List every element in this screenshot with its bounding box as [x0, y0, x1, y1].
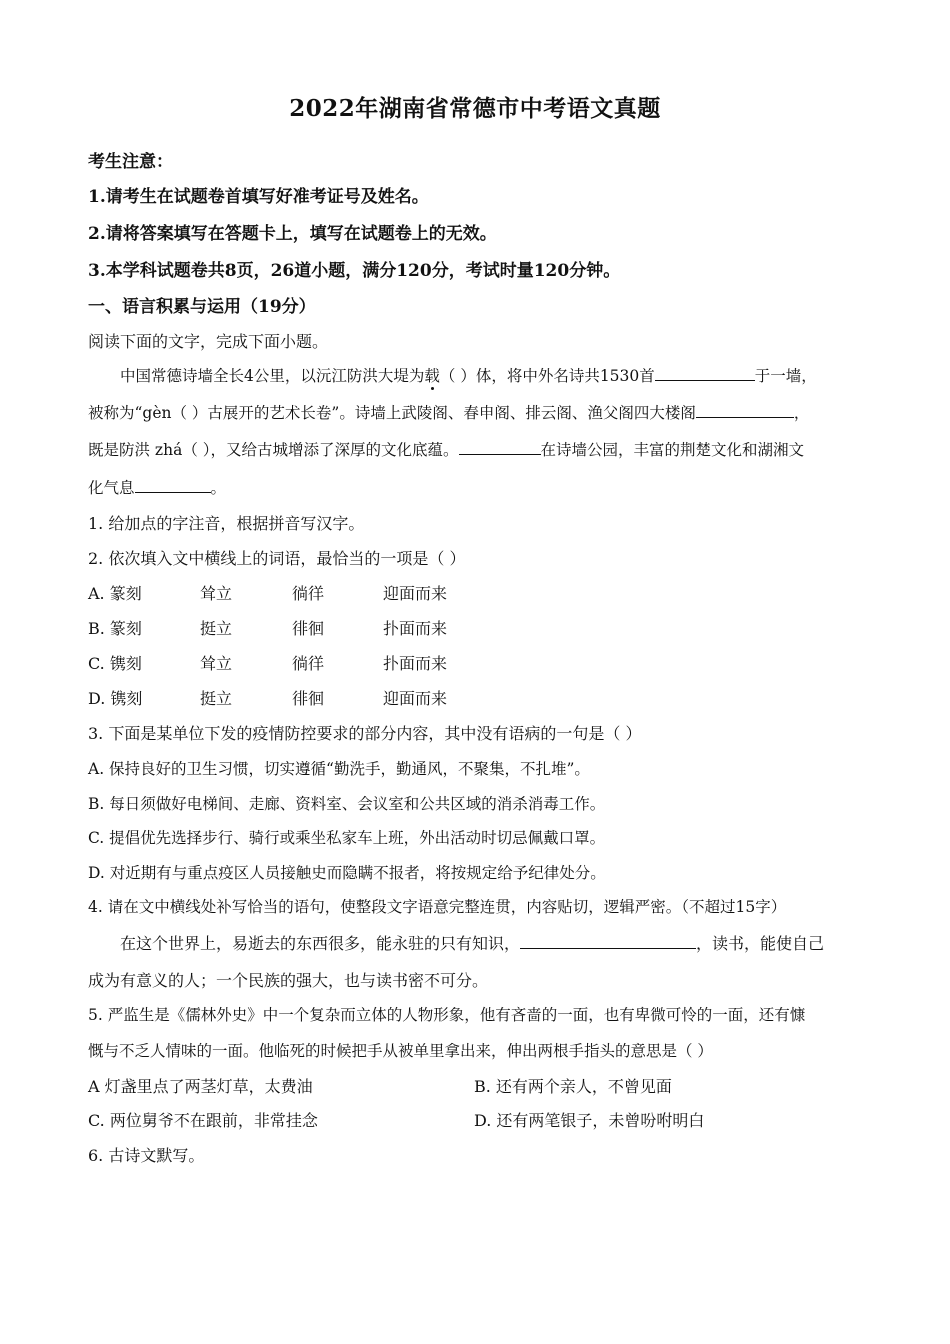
question-5-stem-1: 5. 严监生是《儒林外史》中一个复杂而立体的人物形象，他有吝啬的一面，也有卑微可怜的一面，还有慷 [88, 1006, 806, 1024]
question-4-stem: 4. 请在文中横线处补写恰当的语句，使整段文字语意完整连贯，内容贴切，逻辑严密。（不超过15字） [88, 898, 787, 916]
q3-option-c: C. 提倡优先选择步行、骑行或乘坐私家车上班，外出活动时切忌佩戴口罩。 [88, 829, 606, 847]
passage-line-1: 中国常德诗墙全长4公里，以沅江防洪大堤为载（ ）体，将中外名诗共1530首 于一墙， [120, 367, 817, 385]
question-1: 1. 给加点的字注音，根据拼音写汉字。 [88, 514, 365, 533]
question-2-stem: 2. 依次填入文中横线上的词语，最恰当的一项是（ ） [88, 549, 466, 568]
question-6: 6. 古诗文默写。 [88, 1146, 205, 1165]
question-5-stem-2: 慨与不乏人情味的一面。他临死的时候把手从被单里拿出来，伸出两根手指头的意思是（ ） [88, 1042, 713, 1060]
passage-line-3: 既是防洪 zhá（ ），又给古城增添了深厚的文化底蕴。 在诗墙公园，丰富的荆楚文化和湖湘文 [88, 441, 805, 459]
notice-item-1: 1.请考生在试题卷首填写好准考证号及姓名。 [88, 187, 429, 207]
q5-option-d: D. 还有两笔银子，未曾吩咐明白 [474, 1111, 705, 1130]
blank-2 [696, 403, 794, 418]
reading-intro: 阅读下面的文字，完成下面小题。 [88, 332, 329, 351]
section-heading: 一、语言积累与运用（19分） [88, 297, 316, 317]
blank-3 [459, 440, 541, 455]
q5-option-b: B. 还有两个亲人，不曾见面 [474, 1077, 672, 1096]
passage-line-4: 化气息 。 [88, 479, 227, 497]
exam-page: 2022年湖南省常德市中考语文真题 考生注意： 1.请考生在试题卷首填写好准考证号及姓名。 2.请将答案填写在答题卡上，填写在试题卷上的无效。 3.本学科试题卷共8页，26道小题，满分120分，考试时量120分钟。 一、语言积累与运用（19分） 阅读下面的文字，完成下面小题。 中国常德诗墙全长4公里，以沅江防洪大堤为载（ ）体，将中外名诗共1530首 于一墙， 被称为“gèn（ ）古展开的艺术长卷”。诗墙上武陵阁、春申阁、排云阁、渔父阁四大楼阁 ， 既是防洪 zhá（ ），又给古城增添了深厚的文化底蕴。 在诗墙公园，丰富的荆楚文化和湖湘文 化气息 。 1. 给加点的字注音，根据拼音写汉字。 2. 依次填入文中横线上的词语，最恰当的一项是（ ） A. 篆刻 耸立 徜徉 迎面而来 B. 篆刻 挺立 徘徊 扑面而来 C. 镌刻 耸立 徜徉 扑面而来 D. 镌刻 挺立 徘徊 迎面而来 3. 下面是某单位下发的疫情防控要求的部分内容，其中没有语病的一句是（ ） A. 保持良好的卫生习惯，切实遵循“勤洗手，勤通风，不聚集，不扎堆”。 B. 每日须做好电梯间、走廊、资料室、会议室和公共区域的消杀消毒工作。 C. 提倡优先选择步行、骑行或乘坐私家车上班，外出活动时切忌佩戴口罩。 D. 对近期有与重点疫区人员接触史而隐瞒不报者，将按规定给予纪律处分。 4. 请在文中横线处补写恰当的语句，使整段文字语意完整连贯，内容贴切，逻辑严密。（不超过15字） 在这个世界上，易逝去的东西很多，能永驻的只有知识， ，读书，能使自己 成为有意义的人；一个民族的强大，也与读书密不可分。 5. 严监生是《儒林外史》中一个复杂而立体的人物形象，他有吝啬的一面，也有卑微可怜的一面，还有慷 慨与不乏人情味的一面。他临死的时候把手从被单里拿出来，伸出两根手指头的意思是（ ） A 灯盏里点了两茎灯草，太费油 B. 还有两个亲人，不曾见面 C. 两位舅爷不在跟前，非常挂念 D. 还有两笔银子，未曾吩咐明白 6. 古诗文默写。 [0, 0, 950, 1344]
question-3-stem: 3. 下面是某单位下发的疫情防控要求的部分内容，其中没有语病的一句是（ ） [88, 724, 642, 743]
q5-option-a: A 灯盏里点了两茎灯草，太费油 [88, 1077, 313, 1096]
q3-option-d: D. 对近期有与重点疫区人员接触史而隐瞒不报者，将按规定给予纪律处分。 [88, 864, 606, 882]
exam-title: 2022年湖南省常德市中考语文真题 [289, 95, 661, 122]
q4-line-2: 成为有意义的人；一个民族的强大，也与读书密不可分。 [88, 971, 489, 990]
passage-line-2: 被称为“gèn（ ）古展开的艺术长卷”。诗墙上武陵阁、春申阁、排云阁、渔父阁四大楼阁 ， [88, 404, 810, 422]
q5-option-c: C. 两位舅爷不在跟前，非常挂念 [88, 1111, 318, 1130]
q3-option-b: B. 每日须做好电梯间、走廊、资料室、会议室和公共区域的消杀消毒工作。 [88, 795, 606, 813]
notice-heading: 考生注意： [88, 152, 173, 172]
notice-item-2: 2.请将答案填写在答题卡上，填写在试题卷上的无效。 [88, 224, 497, 244]
blank-1 [655, 366, 755, 381]
dotted-char: 载 [424, 367, 440, 385]
notice-item-3: 3.本学科试题卷共8页，26道小题，满分120分，考试时量120分钟。 [88, 261, 621, 281]
blank-4 [135, 478, 211, 493]
q4-line-1: 在这个世界上，易逝去的东西很多，能永驻的只有知识， ，读书，能使自己 [120, 934, 825, 953]
q3-option-a: A. 保持良好的卫生习惯，切实遵循“勤洗手，勤通风，不聚集，不扎堆”。 [88, 760, 590, 778]
q4-blank [520, 934, 696, 949]
